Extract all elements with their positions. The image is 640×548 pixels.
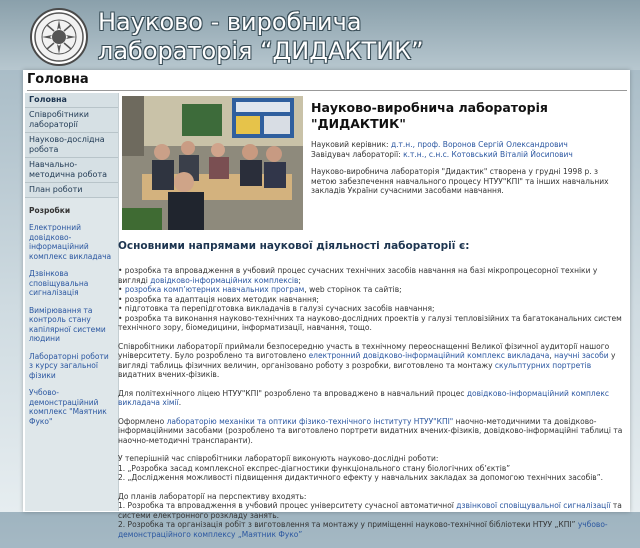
paragraph-text: та системи електронного розкладу занять. [118,501,622,520]
paragraph-text: Для політехнічного ліцею НТУУ"КПІ" розроблено та впроваджено в навчальний процес [118,388,467,398]
list-item-text: ; [298,275,301,285]
link-electronic-complex[interactable]: електронний довідково-інформаційний комплекс викладача [308,351,550,360]
paragraph-line: У теперішній час співробітники лабораторії виконують науково-дослідні роботи: [118,454,439,463]
main-content [118,240,624,548]
lab-title [311,100,623,132]
paragraph-text: . [178,398,182,407]
paragraph-line: 1. „Розробка засад комплексної експрес-діагностики функціонального стану біологічних об’єктів” [118,463,511,473]
link-bell-signaling[interactable]: дзвінкової сповіщувальної сигналізації [456,501,611,510]
link-foucault-pendulum[interactable]: учбово-демонстраційного комплексу „Маятник Фуко” [118,520,608,539]
list-item: • розробка та виконання науково-технічних та науково-дослідних проектів у галузі тепловізійних та багатоканальних систем технічного зору, біомедицини, інформатизації, навчання, тощо. [118,313,622,332]
paragraph-future-plans [118,492,624,540]
paragraph-text: 1. Розробка та впровадження в учбовий процес університету сучасної автоматичної [118,501,457,510]
sidebar-link-foucault-pendulum[interactable]: Учбово-демонстраційний комплекс "Маятник Фуко" [29,388,107,426]
team-photo [122,96,303,230]
sidebar-link-bell-signaling[interactable]: Дзвінкова сповіщувальна сигналізація [29,269,89,297]
sidebar-item-home[interactable]: Головна [25,93,118,108]
lab-title-line1: Науково-виробнича лабораторія [311,100,548,115]
paragraph-line: До планів лабораторії на перспективу входять: [118,491,307,501]
list-item-text: • розробка та впровадження в учбовий процес сучасних технічних засобів навчання на базі мікропроцесорної техніки у вигляді [118,266,598,285]
paragraph-text: наочно-методичними та довідково-інформаційними засобами (розроблено та виготовлено портрети видатних вчених-фізиків, довідково-інформаційні таблиці та наочно-методичні транспаранти). [118,416,623,445]
lab-description: Науково-виробнича лабораторія "Дидактик" створена у грудні 1998 р. з метою забезпечення навчального процесу НТУУ"КПІ" та інших навчальних закладів України сучасними засобами навчання. [311,167,609,195]
link-chemistry-complex[interactable]: довідково-інформаційний комплекс викладача хімії [118,388,609,407]
link-reference-complexes[interactable]: довідково-інформаційних комплексів [150,275,299,285]
paragraph-equipment [118,342,624,380]
sidebar-link-capillary-system[interactable]: Вимірювання та контроль стану капілярної системи людини [29,305,106,343]
link-mechanics-optics-lab[interactable]: лабораторію механіки та оптики фізико-технічного інституту НТУУ"КПІ" [166,416,454,426]
site-title [98,8,458,66]
lab-manager-name[interactable]: к.т.н., с.н.с. Котовський Віталій Йосипович [403,149,573,159]
list-item: • розробка та адаптація нових методик навчання; [118,294,319,304]
paragraph-text: видатних вчених-фізиків. [118,370,220,379]
activities-list [118,266,624,333]
list-item-text: , web сторінок та сайтів; [304,285,402,294]
sidebar-item-research[interactable]: Науково-дослідна робота [25,133,118,158]
sidebar-item-plan[interactable]: План роботи [25,183,118,198]
link-visual-aids[interactable]: научні засоби [554,351,609,360]
paragraph-current-research [118,454,624,483]
list-item: • підготовка та перепідготовка викладачів в галузі сучасних засобів навчання; [118,304,435,313]
sidebar [25,93,119,511]
lab-manager [311,150,623,160]
link-sculpture-portraits[interactable]: скульптурних портретів [494,360,592,370]
paragraph-text: , [549,351,555,360]
sidebar-link-lab-works[interactable]: Лабораторні роботи з курсу загальної фізики [29,351,109,380]
paragraph-text: Оформлено [118,416,167,426]
lab-head [311,140,623,150]
list-item [118,285,624,295]
paragraph-text: у вигляді таблиць фізичних величин, організовано роботу з розробки, виготовлено та монтажу [118,351,616,370]
lab-info [311,100,623,196]
lab-manager-label: Завідувач лабораторії: [311,149,401,159]
sidebar-link-electronic-complex[interactable]: Електронний довідково-інформаційний комплекс викладача [29,223,112,261]
lab-head-label: Науковий керівник: [311,140,389,149]
university-emblem-icon[interactable] [30,8,88,66]
page-title: Головна [27,70,627,91]
page-container [23,70,630,539]
site-title-line1: Науково - виробнича [98,8,362,36]
paragraph-lyceum [118,389,624,408]
site-header [0,0,640,70]
list-item-text: • [118,285,125,294]
paragraph-text: 2. Розробка та організація робіт з виготовлення та монтажу у приміщенні науково-технічної бібліотеки НТУУ „КПІ” [118,520,578,529]
lab-head-name[interactable]: д.т.н., проф. Воронов Сергій Олександрович [390,140,568,149]
sidebar-item-staff[interactable]: Співробітники лабораторії [25,108,118,133]
paragraph-line: 2. „Дослідження можливості підвищення дидактичного ефекту у навчальних закладах за допомогою технічних засобів”. [118,473,603,482]
link-training-programs[interactable]: розробка комп’ютерних навчальних програм [124,285,305,294]
paragraph-mechanics-lab [118,417,624,446]
list-item [118,266,624,285]
lab-title-line2: "ДИДАКТИК" [311,116,406,131]
sidebar-item-methodology[interactable]: Навчально-методична робота [25,158,118,183]
site-title-line2: лабораторія “ДИДАКТИК” [98,37,424,65]
sidebar-section-heading: Розробки [29,206,71,215]
activities-heading: Основними напрямами наукової діяльності лабораторії є: [118,240,470,252]
paragraph-text: Співробітники лабораторії приймали безпосередню участь в технічному переоснащенні Великої фізичної аудиторії нашого університету. Було розроблено та виготовлено [118,341,610,360]
